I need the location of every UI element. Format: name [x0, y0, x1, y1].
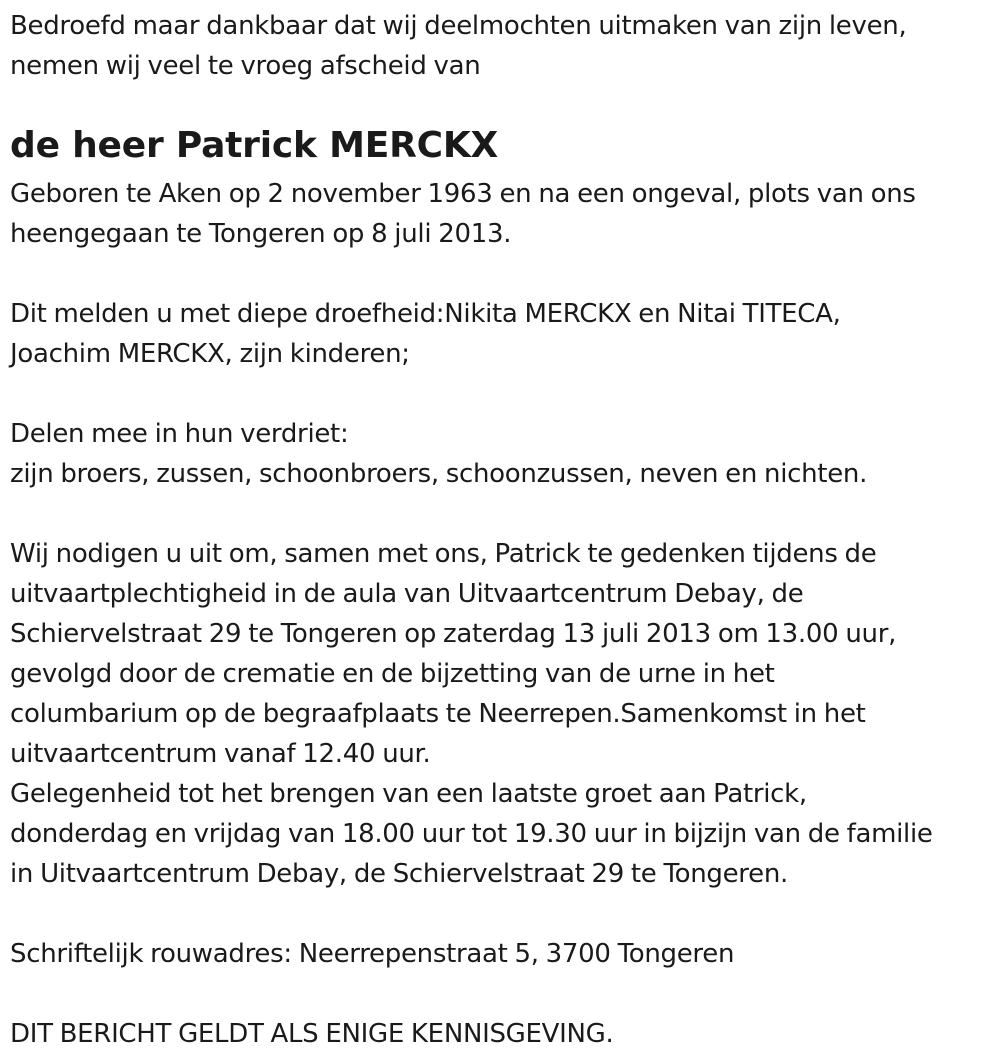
ceremony-paragraph: [10, 534, 995, 894]
text-line: uitvaartplechtigheid in de aula van Uitvaartcentrum Debay, de: [10, 579, 804, 609]
text-line: heengegaan te Tongeren op 8 juli 2013.: [10, 219, 512, 249]
text-line: Dit melden u met diepe droefheid:Nikita MERCKX en Nitai TITECA,: [10, 299, 841, 329]
text-line: zijn broers, zussen, schoonbroers, schoonzussen, neven en nichten.: [10, 459, 868, 489]
text-line: in Uitvaartcentrum Debay, de Schiervelstraat 29 te Tongeren.: [10, 859, 788, 889]
spacer: [10, 894, 995, 934]
birth-paragraph: [10, 174, 995, 254]
closing-notice: DIT BERICHT GELDT ALS ENIGE KENNISGEVING.: [10, 1019, 614, 1049]
text-line: Geboren te Aken op 2 november 1963 en na een ongeval, plots van ons: [10, 179, 916, 209]
text-line: gevolgd door de crematie en de bijzetting van de urne in het: [10, 659, 775, 689]
text-line: Wij nodigen u uit om, samen met ons, Patrick te gedenken tijdens de: [10, 539, 877, 569]
death-notice: [10, 6, 995, 1054]
text-line: uitvaartcentrum vanaf 12.40 uur.: [10, 739, 431, 769]
text-line: Joachim MERCKX, zijn kinderen;: [10, 339, 410, 369]
text-line: Delen mee in hun verdriet:: [10, 419, 349, 449]
intro-paragraph: [10, 6, 995, 86]
grief-paragraph: [10, 414, 995, 494]
text-line: Schiervelstraat 29 te Tongeren op zaterdag 13 juli 2013 om 13.00 uur,: [10, 619, 897, 649]
text-line: nemen wij veel te vroeg afscheid van: [10, 51, 481, 81]
text-line: columbarium op de begraafplaats te Neerrepen.Samenkomst in het: [10, 699, 866, 729]
text-line: donderdag en vrijdag van 18.00 uur tot 19.30 uur in bijzijn van de familie: [10, 819, 933, 849]
spacer: [10, 374, 995, 414]
spacer: [10, 254, 995, 294]
deceased-name: de heer Patrick MERCKX: [10, 125, 499, 166]
text-line: Gelegenheid tot het brengen van een laatste groet aan Patrick,: [10, 779, 807, 809]
spacer: [10, 494, 995, 534]
announcers-paragraph: [10, 294, 995, 374]
text-line: Bedroefd maar dankbaar dat wij deelmochten uitmaken van zijn leven,: [10, 11, 907, 41]
mourning-address: Schriftelijk rouwadres: Neerrepenstraat 5, 3700 Tongeren: [10, 939, 735, 969]
spacer: [10, 974, 995, 1014]
